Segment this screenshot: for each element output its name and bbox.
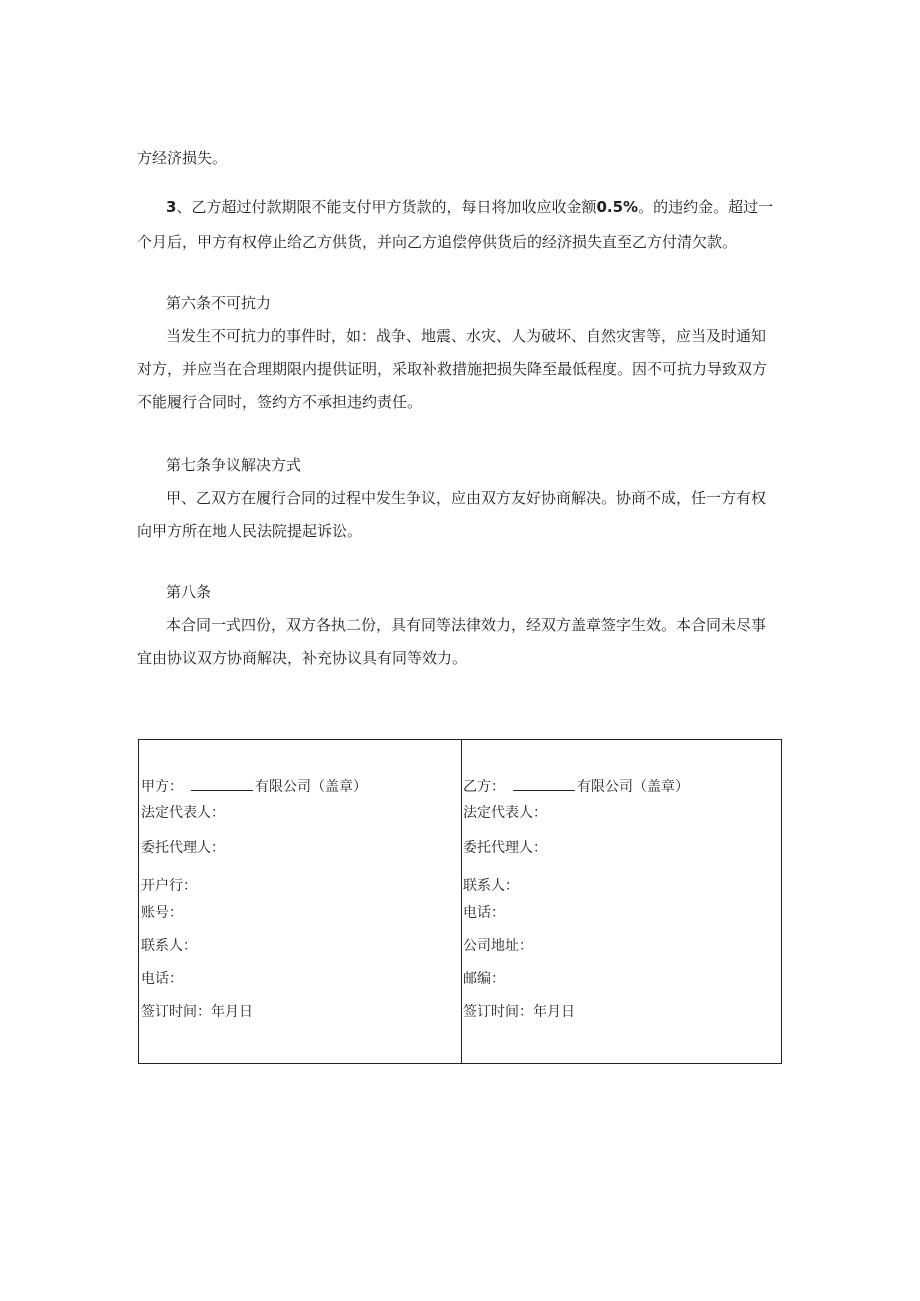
party-a-company-suffix: 有限公司（盖章） — [255, 779, 367, 795]
clause5-item3-line2: 个月后，甲方有权停止给乙方供货，并向乙方追偿停供货后的经济损失直至乙方付清欠款。 — [137, 233, 738, 251]
clause7-line: 甲、乙双方在履行合同的过程中发生争议，应由双方友好协商解决。协商不成，任一方有权 — [166, 489, 767, 507]
item3-text: 、乙方超过付款期限不能支付甲方货款的，每日将加收应收金额 — [176, 198, 597, 216]
party-a-agent: 委托代理人： — [141, 840, 225, 856]
party-b-postcode: 邮编： — [463, 971, 505, 987]
clause7-title: 第七条争议解决方式 — [166, 456, 302, 474]
party-a-phone: 电话： — [141, 971, 183, 987]
party-a-company-row — [141, 778, 367, 796]
clause5-item3-line1 — [166, 197, 816, 217]
party-a-contact: 联系人： — [141, 938, 197, 954]
party-b-company-blank[interactable] — [513, 778, 575, 791]
party-a-label: 甲方： — [141, 779, 183, 795]
party-a-bank: 开户行： — [141, 878, 197, 894]
party-b-label: 乙方： — [463, 779, 505, 795]
party-a-legal-rep: 法定代表人： — [141, 805, 225, 821]
signature-table — [138, 739, 782, 1064]
party-a-sign-date: 签订时间：年月日 — [141, 1004, 253, 1020]
clause8-line: 宜由协议双方协商解决，补充协议具有同等效力。 — [137, 649, 468, 667]
clause6-title: 第六条不可抗力 — [166, 294, 272, 312]
party-a-company-blank[interactable] — [191, 778, 253, 791]
party-b-contact: 联系人： — [463, 878, 519, 894]
party-b-company-row — [463, 778, 689, 796]
clause8-title: 第八条 — [166, 583, 212, 601]
party-b-legal-rep: 法定代表人： — [463, 805, 547, 821]
party-b-agent: 委托代理人： — [463, 840, 547, 856]
item3-text-end: 。的违约金。超过一 — [638, 198, 774, 216]
party-b-address: 公司地址： — [463, 938, 533, 954]
party-b-sign-date: 签订时间：年月日 — [463, 1004, 575, 1020]
party-b-company-suffix: 有限公司（盖章） — [577, 779, 689, 795]
party-b-phone: 电话： — [463, 905, 505, 921]
table-divider — [461, 740, 462, 1063]
clause6-line: 对方，并应当在合理期限内提供证明，采取补救措施把损失降至最低程度。因不可抗力导致双方 — [137, 360, 768, 378]
clause6-line: 当发生不可抗力的事件时，如：战争、地震、水灾、人为破坏、自然灾害等，应当及时通知 — [166, 327, 767, 345]
clause8-line: 本合同一式四份，双方各执二份，具有同等法律效力，经双方盖章签字生效。本合同未尽事 — [166, 616, 767, 634]
party-a-account: 账号： — [141, 905, 183, 921]
clause6-line: 不能履行合同时，签约方不承担违约责任。 — [137, 393, 423, 411]
clause7-line: 向甲方所在地人民法院提起诉讼。 — [137, 522, 363, 540]
clause5-tail: 方经济损失。 — [137, 149, 228, 167]
item-number: 3 — [166, 198, 177, 216]
penalty-rate: 0.5% — [596, 198, 639, 216]
